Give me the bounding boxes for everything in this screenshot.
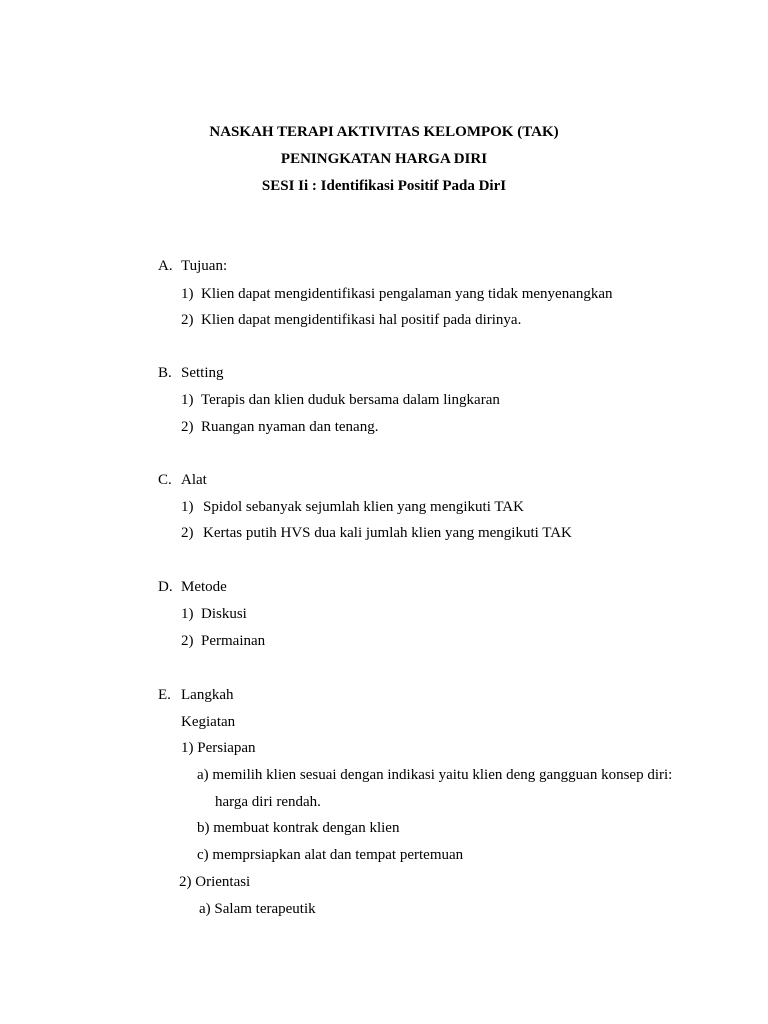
list-item [181,631,265,651]
section-title: Alat [181,472,207,488]
item-text: Klien dapat mengidentifikasi pengalaman yang tidak menyenangkan [201,286,613,302]
item-text: Spidol sebanyak sejumlah klien yang mengikuti TAK [203,499,524,515]
section-letter: C. [158,472,172,488]
document-title [0,122,768,203]
item-text: Klien dapat mengidentifikasi hal positif pada dirinya. [201,312,522,328]
section-a-heading [158,256,227,276]
step-sub-item: c) memprsiapkan alat dan tempat pertemuan [197,847,464,863]
section-title: Setting [181,365,224,381]
title-line-2: PENINGKATAN HARGA DIRI [280,151,488,167]
item-number: 1) [181,286,194,302]
item-number: 1) [181,606,194,622]
section-letter: D. [158,579,173,595]
item-number: 1) [181,499,194,515]
section-letter: A. [158,258,173,274]
section-e-heading [158,685,233,705]
title-line-3: SESI Ii : Identifikasi Positif Pada DirI [261,178,507,194]
list-item [181,497,524,517]
list-item [181,390,500,410]
step-sub-item: a) Salam terapeutik [199,901,316,917]
section-letter: E. [158,687,171,703]
step-label: 1) Persiapan [181,740,256,756]
step-label: 2) Orientasi [179,874,251,890]
item-number: 2) [181,525,194,541]
section-title: Metode [181,579,227,595]
list-item [181,604,247,624]
step-sub-item-continuation: harga diri rendah. [215,794,321,810]
item-number: 2) [181,633,194,649]
list-item [181,310,521,330]
section-subheading: Kegiatan [181,714,236,730]
item-text: Diskusi [201,606,247,622]
item-number: 2) [181,312,194,328]
list-item [181,523,572,543]
section-title: Langkah [181,687,234,703]
list-item [181,284,613,304]
item-text: Terapis dan klien duduk bersama dalam lingkaran [201,392,500,408]
item-number: 2) [181,419,194,435]
item-text: Ruangan nyaman dan tenang. [201,419,379,435]
section-d-heading [158,577,227,597]
section-letter: B. [158,365,172,381]
item-text: Kertas putih HVS dua kali jumlah klien yang mengikuti TAK [203,525,572,541]
step-sub-item: a) memilih klien sesuai dengan indikasi yaitu klien deng gangguan konsep diri: [197,767,673,783]
item-text: Permainan [201,633,266,649]
section-c-heading [158,470,207,490]
step-sub-item: b) membuat kontrak dengan klien [197,820,400,836]
section-b-heading [158,363,224,383]
section-title: Tujuan: [181,258,228,274]
list-item [181,417,378,437]
title-line-1: NASKAH TERAPI AKTIVITAS KELOMPOK (TAK) [209,124,559,140]
item-number: 1) [181,392,194,408]
